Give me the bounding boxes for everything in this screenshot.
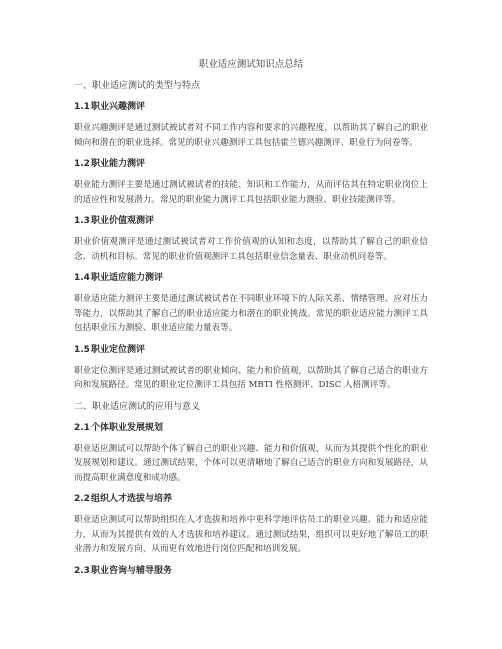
subsection-heading (74, 422, 428, 435)
subsection-1-4 (74, 272, 428, 336)
subsection-heading (74, 215, 428, 228)
subsection-2-1 (74, 422, 428, 486)
subsection-number: 2.1 (74, 422, 90, 433)
paragraph: 职业价值观测评是通过测试被试者对工作价值观的认知和态度，以帮助其了解自己的职业信念、动机和目标。常见的职业价值观测评工具包括职业信念量表、职业动机问卷等。 (74, 237, 428, 262)
paragraph: 职业兴趣测评是通过测试被试者对不同工作内容和要求的兴趣程度，以帮助其了解自己的职业倾向和潜在的职业选择。常见的职业兴趣测评工具包括霍兰德兴趣测评、职业行为问卷等。 (74, 123, 428, 148)
subsection-1-1 (74, 101, 428, 150)
subsection-number: 1.2 (74, 159, 90, 169)
subsection-number: 1.5 (74, 344, 90, 355)
subsection-heading (74, 158, 428, 171)
subsection-number: 2.3 (74, 565, 90, 576)
paragraph: 职业适应测试可以帮助组织在人才选拔和培养中更科学地评估员工的职业兴趣、能力和适应能力，从而为其提供有效的人才选拔和培养建议。通过测试结果，组织可以更好地了解员工的职业潜力和发展方向，从而更有效地进行岗位匹配和培训发展。 (74, 515, 428, 554)
subsection-heading (74, 565, 428, 578)
subsection-heading (74, 101, 428, 114)
subsection-title: 职业价值观测评 (90, 216, 154, 226)
subsection-1-5 (74, 344, 428, 393)
subsection-2-2 (74, 493, 428, 557)
subsection-number: 1.3 (74, 216, 90, 226)
subsection-1-3 (74, 215, 428, 264)
paragraph: 职业适应能力测评主要是通过测试被试者在不同职业环境下的人际关系、情绪管理、应对压力等能力，以帮助其了解自己的职业适应能力和潜在的职业挑战。常见的职业适应能力测评工具包括职业压力测验、职业适应能力量表等。 (74, 294, 428, 333)
subsection-heading (74, 272, 428, 285)
subsection-title: 职业能力测评 (90, 159, 145, 169)
subsection-number: 2.2 (74, 494, 90, 504)
subsection-heading (74, 493, 428, 506)
section-heading: 一、职业适应测试的类型与特点 (74, 81, 201, 91)
subsection-number: 1.1 (74, 102, 90, 112)
paragraph: 职业适应测试可以帮助个体了解自己的职业兴趣、能力和价值观，从而为其提供个性化的职业发展规划和建议。通过测试结果，个体可以更清晰地了解自己适合的职业方向和发展路径，从而提高职业满意度和成功感。 (74, 443, 428, 483)
subsection-1-2 (74, 158, 428, 207)
paragraph: 职业能力测评主要是通过测试被试者的技能、知识和工作能力，从而评估其在特定职业岗位上的适应性和发展潜力。常见的职业能力测评工具包括职业能力测验、职业技能测评等。 (74, 180, 428, 205)
subsection-title: 职业兴趣测评 (90, 102, 145, 112)
section-1 (74, 80, 428, 393)
subsection-title: 职业适应能力测评 (90, 273, 163, 283)
section-heading: 二、职业适应测试的应用与意义 (74, 401, 201, 412)
subsection-2-3 (74, 565, 428, 578)
subsection-title: 职业定位测评 (90, 344, 145, 355)
subsection-number: 1.4 (74, 273, 90, 283)
subsection-title: 组织人才选拔与培养 (90, 494, 172, 504)
subsection-title: 个体职业发展规划 (90, 422, 163, 433)
paragraph: 职业定位测评是通过测试被试者的职业倾向、能力和价值观，以帮助其了解自己适合的职业方向和发展路径。常见的职业定位测评工具包括 MBTI 性格测评、DISC 人格测评等。 (74, 365, 428, 390)
subsection-title: 职业咨询与辅导服务 (90, 565, 172, 576)
subsection-heading (74, 344, 428, 357)
document-title: 职业适应测试知识点总结 (198, 59, 304, 70)
section-2 (74, 401, 428, 578)
